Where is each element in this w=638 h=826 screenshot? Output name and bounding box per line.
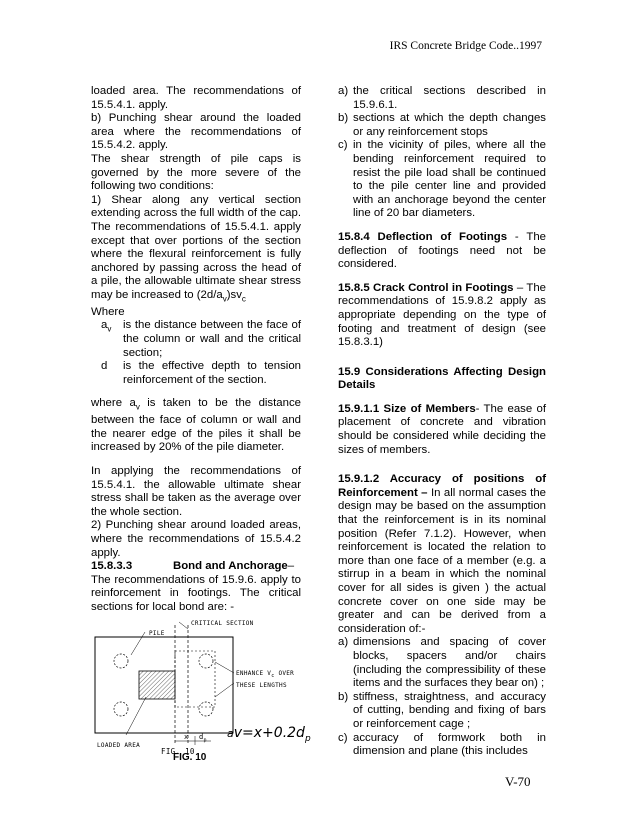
section-heading: 15.9.1.1 Size of Members — [338, 402, 476, 415]
subscript: v — [107, 324, 112, 334]
subscript: v — [135, 402, 140, 412]
paragraph-15-8-4 — [338, 231, 546, 272]
formula-text: v=x+0.2d — [233, 724, 305, 741]
label-text: OVER — [274, 669, 295, 677]
definition-symbol — [91, 319, 123, 360]
leader-line — [126, 697, 146, 735]
running-header: IRS Concrete Bridge Code..1997 — [389, 40, 542, 52]
paragraph-text: is taken to be the distance between the face of column or wall and the nearer edge of the piles it shall be increased by 20% of the pile diameter. — [91, 397, 301, 454]
paragraph-text: In all normal cases the design may be based on the assumption that the reinforcement is in its nominal position (Refer 7.1.2). However, when reinforcement is located the relation to more than one face of a member (e.g. a stirrup in a beam in which the nominal cover for all sides is given ) the actual concrete cover on one side may be greater and can be derived from a consideration of:- — [338, 486, 546, 635]
right-column — [338, 85, 546, 759]
definition-symbol: d — [101, 360, 108, 373]
enhanced-zone — [175, 651, 215, 707]
paragraph-text: - The deflection of footings need not be considered. — [338, 230, 546, 271]
leader-line — [131, 632, 145, 655]
figure-label-dp — [199, 731, 207, 748]
paragraph: b) Punching shear around the loaded area where the recommendations of 15.5.4.2. apply. — [91, 112, 301, 152]
paragraph-text: 1) Shear along any vertical section extending across the full width of the cap. The recommendations of 15.5.4.1. apply except that over portions of the section where the flexural reinforcement is fully anchored by passing across the head of a pile, the allowable ultimate shear stress may be increased to (2d/a — [91, 193, 301, 301]
page-number: V-70 — [505, 774, 531, 789]
paragraph — [91, 397, 301, 455]
where-label: Where — [91, 305, 125, 318]
section-heading-15-9: 15.9 Considerations Affecting Design Details — [338, 365, 546, 392]
heading-number: 15.8.3.3 — [91, 560, 133, 573]
figure-label-lengths: THESE LENGTHS — [236, 681, 287, 689]
leader-line — [179, 622, 188, 629]
paragraph-15-9-1-2 — [338, 473, 546, 636]
list-text: the critical sections described in 15.9.6.1. — [353, 85, 546, 111]
paragraph: The shear strength of pile caps is governed by the more severe of the following two conditions: — [91, 152, 301, 193]
list-text: in the vicinity of piles, where all the bending reinforcement required to resist the pile load shall be continued to the pile center line and provided with an anchorage beyond the center line of 20 bar diameters. — [353, 139, 546, 220]
list-text: accuracy of formwork both in dimension and plane (this includes — [353, 731, 546, 758]
definition-text: is the effective depth to tension reinforcement of the section. — [123, 360, 301, 386]
figure-label-loaded: LOADED AREA — [97, 741, 141, 749]
pile-circle — [199, 702, 213, 716]
figure-caption-handwritten: FIG. 10 — [161, 746, 195, 756]
paragraph-15-8-5 — [338, 282, 546, 350]
list-marker: b) — [338, 690, 349, 703]
paragraph: In applying the recommendations of 15.5.4.1. the allowable ultimate shear stress shall be taken as the average over the whole section. — [91, 465, 301, 518]
list-marker: c) — [338, 139, 348, 152]
definition-av — [91, 319, 301, 360]
list-text: stiffness, straightness, and accuracy of cutting, bending and fixing of bars or reinforcement cage ; — [353, 690, 546, 730]
definition-text: is the distance between the face of the column or wall and the critical section; — [123, 319, 301, 359]
list-item — [338, 732, 546, 759]
list-marker: a) — [338, 85, 349, 97]
figure-formula — [227, 724, 311, 746]
list-item — [338, 139, 546, 221]
section-heading: 15.9.1.2 Accuracy of positions of Reinforcement – — [338, 473, 546, 499]
symbol-text: a — [101, 319, 108, 332]
paragraph: loaded area. The recommendations of 15.5.4.1. apply. — [91, 85, 301, 111]
paragraph-text: – The recommendations of 15.9.8.2 apply as appropriate depending on the type of footing and treatment of design (see 15.8.3.1) — [338, 281, 546, 349]
label-text: ENHANCE V — [236, 669, 272, 677]
list-marker: a) — [338, 636, 349, 649]
heading-dash: – — [287, 560, 295, 573]
list-text: sections at which the depth changes or any reinforcement stops — [353, 112, 546, 138]
list-item — [338, 112, 546, 139]
figure-label-x: x — [184, 732, 189, 741]
list-item — [338, 85, 546, 112]
paragraph: 2) Punching shear around loaded areas, where the recommendations of 15.5.4.2 apply. — [91, 519, 301, 559]
list-text: dimensions and spacing of cover blocks, spacers and/or chairs (including the compressibility of these items and the surfaces they bear on) ; — [353, 636, 546, 690]
definition-d — [91, 360, 301, 387]
paragraph-text: )sv — [226, 288, 242, 301]
list-item — [338, 636, 546, 690]
label-text: d — [199, 732, 204, 741]
pile-circle — [114, 654, 128, 668]
paragraph-15-9-1-1 — [338, 403, 546, 457]
leader-line — [215, 683, 234, 697]
left-column — [91, 85, 311, 767]
leader-line — [215, 662, 234, 673]
figure-caption: FIG. 10 — [173, 751, 207, 763]
pile-circle — [114, 702, 128, 716]
section-heading-15-8-3-3 — [91, 560, 301, 574]
loaded-area — [139, 671, 175, 699]
section-heading: 15.8.5 Crack Control in Footings — [338, 281, 514, 294]
list-marker: c) — [338, 731, 348, 744]
figure-label-critical: CRITICAL SECTION — [191, 619, 254, 627]
figure-10 — [91, 617, 311, 767]
subscript: c — [241, 294, 246, 304]
paragraph: The recommendations of 15.9.6. apply to reinforcement in footings. The critical sections for local bond are: - — [91, 573, 301, 613]
list-item — [338, 691, 546, 732]
subscript: v — [222, 294, 227, 304]
subscript: p — [304, 733, 311, 744]
pile-circle — [199, 654, 213, 668]
paragraph-text: where a — [91, 397, 136, 410]
section-heading: 15.8.4 Deflection of Footings — [338, 230, 508, 243]
subscript: c — [271, 672, 275, 679]
figure-label-pile: PILE — [149, 629, 165, 637]
subscript: p — [203, 736, 207, 743]
formula-text: a — [227, 726, 234, 740]
heading-title: Bond and Anchorage — [173, 560, 288, 573]
paragraph-text: - The ease of placement of concrete and vibration should be considered while deciding the sizes of members. — [338, 402, 546, 456]
list-marker: b) — [338, 112, 349, 125]
paragraph — [91, 194, 301, 306]
